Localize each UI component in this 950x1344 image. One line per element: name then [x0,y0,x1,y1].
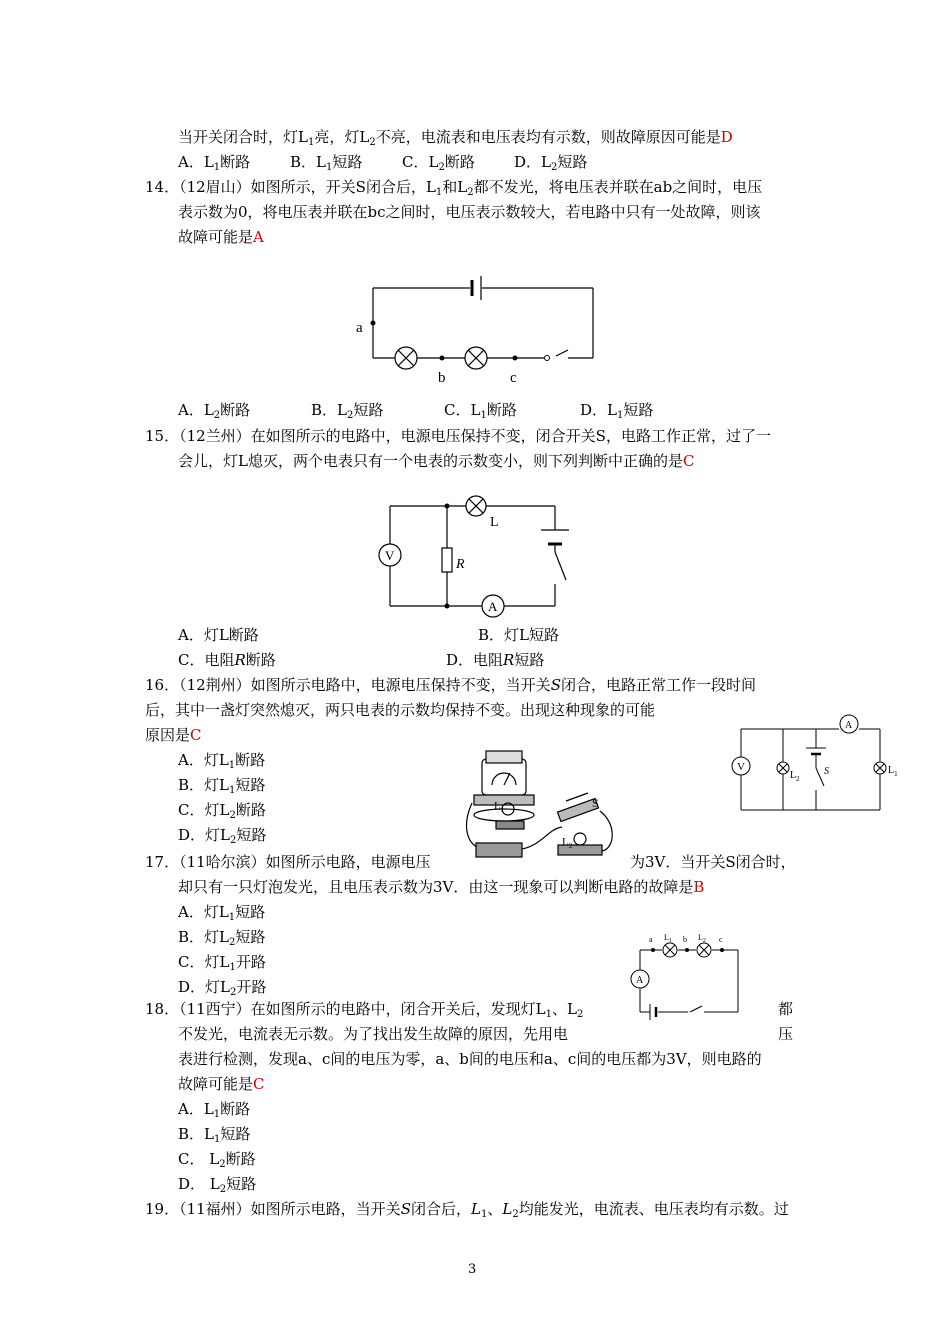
q15-lamp-label: L [490,515,499,530]
q14-label-a: a [356,320,363,336]
q14-answer: A [253,228,264,246]
q14-label-c: c [510,370,517,386]
q16-voltmeter-label: V [737,761,745,773]
q18-lamp-l1-label: $L_1$ [664,933,672,944]
q13-option-a: A．$L_1$断路 [178,153,251,173]
q13-option-d: D．$L_2$短路 [514,153,588,173]
q14-option-c: C．$L_1$断路 [444,401,517,421]
q17-option-d: D．灯$L_2$开路 [178,978,267,998]
q13-option-b: B．$L_1$短路 [290,153,363,173]
q18-lamp-l2-label: $L_2$ [698,933,706,944]
q18-ammeter-label: A [636,975,644,986]
q15-option-b: B．灯L短路 [478,626,559,644]
q18-line-2-end: 压 [778,1025,794,1043]
q18-answer: C [253,1075,265,1093]
q17-option-a: A．灯$L_1$短路 [178,903,266,923]
q14-label-b: b [438,370,446,386]
q14-option-d: D．$L_1$短路 [580,401,654,421]
q18-line-1: 18．（11西宁）在如图所示的电路中，闭合开关后，发现灯$L_1$、$L_2$ [145,1000,584,1020]
page-number: 3 [468,1262,477,1277]
q16-switch-label: S [824,766,829,777]
q18-option-a: A．$L_1$断路 [178,1100,251,1120]
q15-line-1: 15．（12兰州）在如图所示的电路中，电源电压保持不变，闭合开关S，电路工作正常，过了一 [145,427,771,445]
q15-option-d: D．电阻R短路 [446,651,545,669]
q15-answer: C [682,452,695,470]
q17-line-1-part-2: 为3V．当开关S闭合时， [630,853,796,871]
q17-line-2: 却只有一只灯泡发光，且电压表示数为3V．由这一现象可以判断电路的故障是B [178,878,705,896]
q16-option-a: A．灯$L_1$断路 [178,751,266,771]
q17-apparatus-illustration [462,745,622,865]
q15-line-2: 会儿，灯L熄灭，两个电表只有一个电表的示数变小，则下列判断中正确的是C [178,452,695,470]
q18-option-d: D． $L_2$短路 [178,1175,257,1195]
q15-circuit-diagram [370,492,580,620]
q17-answer: B [693,878,705,896]
q18-line-3: 表进行检测，发现a、c间的电压为零，a、b间的电压和a、c间的电压都为3V，则电路的 [178,1050,762,1068]
q14-line-3: 故障可能是A [178,228,264,246]
q14-circuit-diagram [350,270,610,395]
q13-stem: 当开关闭合时，灯$L_1$亮，灯$L_2$不亮，电流表和电压表均有示数，则故障原因可能是D [178,128,733,148]
q18-label-b: b [683,935,687,944]
q17-lamp-l2-label: $L_2$ [562,836,573,850]
q13-answer: D [720,128,733,146]
q18-line-1-end: 都 [778,1000,794,1018]
q17-option-b: B．灯$L_2$短路 [178,928,266,948]
q16-ammeter-label: A [845,720,853,731]
q15-option-a: A．灯L断路 [178,626,259,644]
q15-voltmeter-label: V [385,548,395,563]
q16-option-c: C．灯$L_2$断路 [178,801,266,821]
q16-lamp-l2-label: $L_2$ [790,770,800,783]
q17-switch-label: S [592,796,599,810]
q18-circuit-diagram [620,928,750,1024]
q14-option-a: A．$L_2$断路 [178,401,251,421]
q16-option-b: B．灯$L_1$短路 [178,776,266,796]
q18-line-2: 不发光，电流表无示数。为了找出发生故障的原因，先用电 [178,1025,569,1043]
q16-option-d: D．灯$L_2$短路 [178,826,267,846]
q18-line-4: 故障可能是C [178,1075,265,1093]
q18-option-b: B．$L_1$短路 [178,1125,251,1145]
q19-line-1: 19．（11福州）如图所示电路，当开关S闭合后，$L_1$、$L_2$均能发光，电流表、电压表均有示数。过 [145,1200,789,1220]
q16-line-2: 后，其中一盏灯突然熄灭，两只电表的示数均保持不变。出现这种现象的可能 [145,701,656,719]
q13-option-c: C．$L_2$断路 [402,153,475,173]
q14-option-b: B．$L_2$短路 [311,401,384,421]
q16-circuit-diagram [728,712,896,814]
q16-answer: C [190,726,202,744]
q17-line-1-part-1: 17．（11哈尔滨）如图所示电路，电源电压 [145,853,431,871]
q17-lamp-l1-label: $L_1$ [494,800,505,814]
q18-option-c: C． $L_2$断路 [178,1150,256,1170]
q16-line-3: 原因是C [145,726,202,744]
q15-option-c: C．电阻R断路 [178,651,276,669]
q18-label-c: c [719,935,723,944]
q18-label-a: a [649,935,653,944]
q14-line-2: 表示数为0，将电压表并联在bc之间时，电压表示数较大，若电路中只有一处故障，则该 [178,203,761,221]
q16-line-1: 16．（12荆州）如图所示电路中，电源电压保持不变，当开关S闭合，电路正常工作一段时间 [145,676,756,694]
q15-ammeter-label: A [488,599,498,614]
q15-resistor-label: R [456,557,465,572]
q16-lamp-l1-label: $L_1$ [888,765,898,778]
q17-option-c: C．灯$L_1$开路 [178,953,266,973]
q14-line-1: 14．（12眉山）如图所示，开关S闭合后，$L_1$和$L_2$都不发光，将电压表并联在ab之间时，电压 [145,178,763,198]
